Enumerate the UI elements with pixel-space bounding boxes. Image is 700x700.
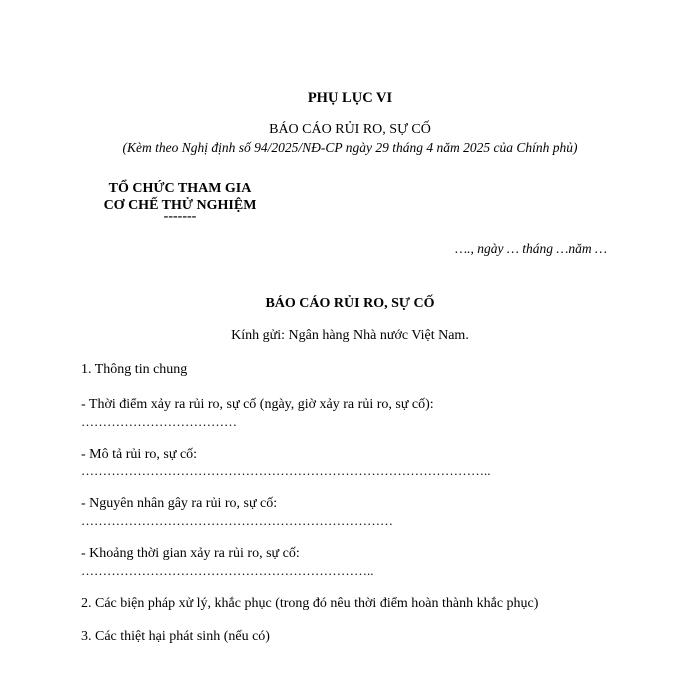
- section-damages: 3. Các thiệt hại phát sinh (nếu có): [81, 629, 270, 644]
- section-measures: 2. Các biện pháp xử lý, khắc phục (trong đó nêu thời điểm hoàn thành khắc phục): [81, 596, 539, 611]
- cause-label: - Nguyên nhân gây ra rủi ro, sự cố:: [81, 496, 278, 511]
- duration-blank: …………………………………………………………..: [81, 563, 374, 578]
- duration-label: - Khoảng thời gian xảy ra rủi ro, sự cố:: [81, 546, 300, 561]
- annex-label: PHỤ LỤC VI: [307, 90, 393, 106]
- section-general-info: 1. Thông tin chung: [81, 362, 188, 377]
- annex-subtitle: (Kèm theo Nghị định số 94/2025/NĐ-CP ngày 29 tháng 4 năm 2025 của Chính phủ): [122, 140, 578, 155]
- date-line: …., ngày … tháng …năm …: [455, 241, 607, 256]
- organization-name-line2: CƠ CHẾ THỬ NGHIỆM: [103, 198, 257, 213]
- cause-blank: ………………………………………………………………: [81, 513, 393, 528]
- organization-name-line1: TỔ CHỨC THAM GIA: [108, 181, 252, 196]
- recipient-line: Kính gửi: Ngân hàng Nhà nước Việt Nam.: [231, 328, 469, 343]
- description-blank: …………………………………………………………………………………..: [81, 463, 491, 478]
- occurrence-time-label: - Thời điểm xảy ra rủi ro, sự cố (ngày, giờ xảy ra rủi ro, sự cố):: [81, 397, 434, 412]
- report-title: BÁO CÁO RỦI RO, SỰ CỐ: [265, 296, 435, 311]
- organization-divider: -------: [163, 209, 197, 224]
- description-label: - Mô tả rủi ro, sự cố:: [81, 447, 198, 462]
- annex-title: BÁO CÁO RỦI RO, SỰ CỐ: [269, 122, 431, 137]
- organization-block: [80, 180, 280, 223]
- occurrence-time-blank: ………………………………: [81, 414, 237, 429]
